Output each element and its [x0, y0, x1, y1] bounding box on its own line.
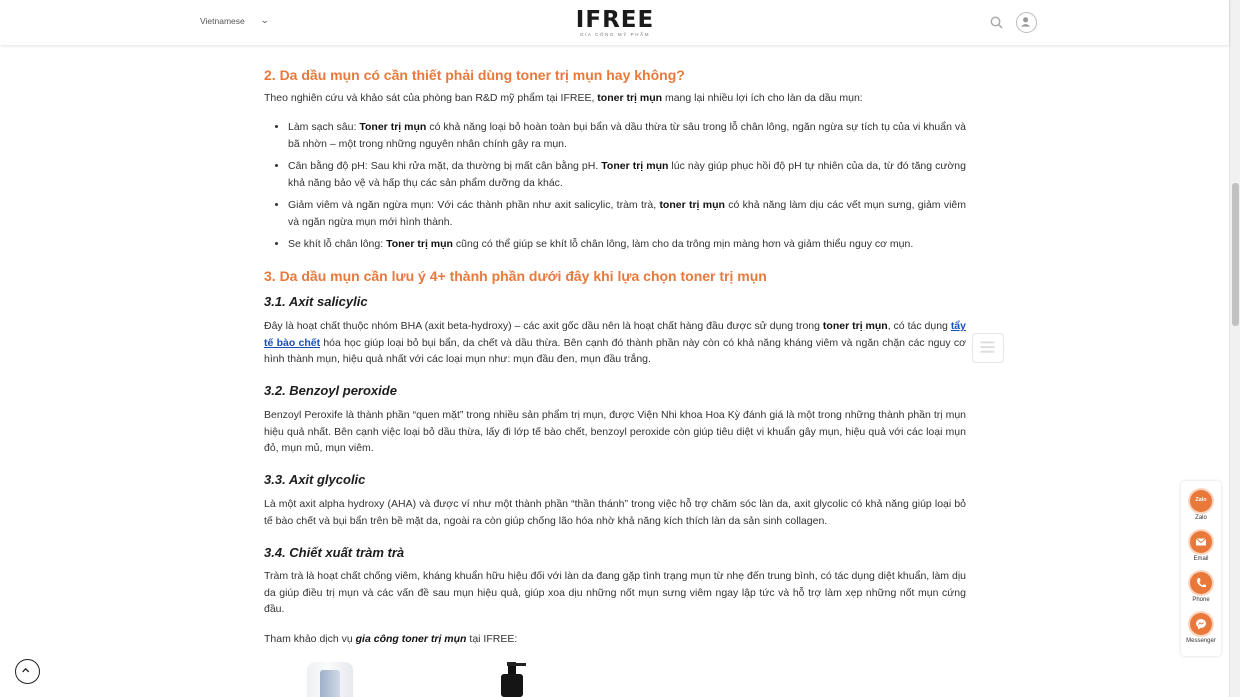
- section-heading-2: 2. Da dầu mụn có cần thiết phải dùng toner trị mụn hay không?: [264, 67, 685, 83]
- subheading-3-3: 3.3. Axit glycolic: [264, 472, 366, 487]
- subheading-3-2: 3.2. Benzoyl peroxide: [264, 383, 397, 398]
- site-header: [0, 0, 1229, 45]
- language-label: Vietnamese: [200, 15, 245, 26]
- zalo-label: Zalo: [1195, 515, 1207, 521]
- product-image-pump-bottle: [496, 662, 530, 697]
- phone-contact[interactable]: [1181, 572, 1221, 603]
- contact-widget: [1181, 481, 1221, 656]
- email-icon: [1190, 531, 1212, 553]
- list-item: • Giảm viêm và ngăn ngừa mụn: Với các thành phần như axit salicylic, tràm trà, toner trị mụn có khả năng làm dịu các vết mụn sưng, giảm viêm và ngăn ngừa mụn mới hình thành.: [288, 197, 966, 230]
- list-item: • Cân bằng độ pH: Sau khi rửa mặt, da thường bị mất cân bằng pH. Toner trị mụn lúc này giúp phục hồi độ pH tự nhiên của da, từ đó tăng cường khả năng bảo vệ và hấp thụ các sản phẩm dưỡng da khác.: [288, 158, 966, 191]
- zalo-icon: Zalo: [1190, 490, 1212, 512]
- chevron-up-icon: [16, 660, 38, 682]
- site-logo[interactable]: [572, 8, 658, 37]
- messenger-contact[interactable]: [1181, 613, 1221, 644]
- paragraph-3-3: Là một axit alpha hydroxy (AHA) và được ví như một thành phần “thần thánh” trong việc hỗ trợ chăm sóc làn da, axit glycolic có khả năng giúp loại bỏ tế bào chết và bụi bẩn trên bề mặt da, ngoài ra còn giúp chống lão hóa nhờ khả năng kích thích làn da sản sinh collagen.: [264, 498, 966, 527]
- phone-label: Phone: [1192, 597, 1210, 603]
- email-label: Email: [1193, 556, 1209, 562]
- user-icon[interactable]: [1016, 12, 1037, 33]
- product-image-bottle: [307, 662, 353, 697]
- page-scrollbar[interactable]: [1229, 0, 1240, 697]
- search-icon[interactable]: [990, 16, 1003, 29]
- language-selector[interactable]: [200, 15, 268, 26]
- messenger-label: Messenger: [1186, 638, 1216, 644]
- phone-icon: [1190, 572, 1212, 594]
- subheading-3-4: 3.4. Chiết xuất tràm trà: [264, 545, 405, 560]
- table-of-contents-icon[interactable]: [972, 333, 1004, 363]
- email-contact[interactable]: [1181, 531, 1221, 562]
- paragraph-3-1: Đây là hoạt chất thuộc nhóm BHA (axit beta-hydroxy) – các axit gốc dầu nên là hoạt chất hàng đầu được sử dụng trong toner trị mụn, có tác dụng tẩy tế bào chết hóa học giúp loại bỏ bụi bẩn, da chết và dầu thừa. Bên cạnh đó thành phần này còn có khả năng kháng viêm và ngăn chặn các nguy cơ hình thành mụn, hiệu quả nhất với các loại mụn như: mụn đầu đen, mụn đầu trắng.: [264, 320, 966, 365]
- messenger-icon: [1190, 613, 1212, 635]
- list-item: • Se khít lỗ chân lông: Toner trị mụn cũng có thể giúp se khít lỗ chân lông, làm cho da trông mịn màng hơn và giảm thiểu nguy cơ mụn.: [288, 236, 966, 253]
- section-heading-3: 3. Da dầu mụn cần lưu ý 4+ thành phần dưới đây khi lựa chọn toner trị mụn: [264, 268, 767, 284]
- zalo-contact[interactable]: [1181, 490, 1221, 521]
- logo-text: IFREE: [575, 7, 655, 33]
- logo-subtitle: GIA CÔNG MỸ PHẨM: [579, 32, 651, 37]
- scrollbar-thumb[interactable]: [1232, 183, 1239, 326]
- reference-paragraph: Tham khảo dịch vụ gia công toner trị mụn tại IFREE:: [264, 633, 518, 645]
- paragraph-3-4: Tràm trà là hoạt chất chống viêm, kháng khuẩn hữu hiệu đối với làn da đang gặp tình trạng mụn từ nhẹ đến trung bình, có tác dụng diệt khuẩn, làm dịu da giúp điều trị mụn và các vấn đề sau mụn hiệu quả, giúp xoa dịu những nốt mụn sưng viêm ngay lập tức và hỗ trợ làm xẹp những nốt mụn cứng đầu.: [264, 570, 966, 615]
- subheading-3-1: 3.1. Axit salicylic: [264, 294, 368, 309]
- intro-paragraph: Theo nghiên cứu và khảo sát của phòng ban R&D mỹ phẩm tại IFREE, toner trị mụn mang lại nhiều lợi ích cho làn da dầu mụn:: [264, 92, 863, 104]
- list-item: • Làm sạch sâu: Toner trị mụn có khả năng loại bỏ hoàn toàn bụi bẩn và dầu thừa từ sâu trong lỗ chân lông, ngăn ngừa sự tích tụ của vi khuẩn và bã nhờn – một trong những nguyên nhân chính gây ra mụn.: [288, 119, 966, 152]
- scroll-to-top-button[interactable]: [15, 659, 40, 684]
- paragraph-3-2: Benzoyl Peroxife là thành phần “quen mặt” trong nhiều sản phẩm trị mụn, được Viện Nhi khoa Hoa Kỳ đánh giá là một trong những thành phần trị mụn hiệu quả nhất. Bên cạnh việc loại bỏ dầu thừa, lấy đi lớp tế bào chết, benzoyl peroxide còn giúp tiêu diệt vi khuẩn gây mụn, hiệu quả với các loại mụn đỏ, mụn mủ, mụn viêm.: [264, 409, 966, 454]
- benefits-list: [288, 119, 966, 259]
- exfoliation-link[interactable]: tẩy tế bào chết: [264, 320, 966, 349]
- chevron-down-icon: ⌄: [259, 15, 270, 25]
